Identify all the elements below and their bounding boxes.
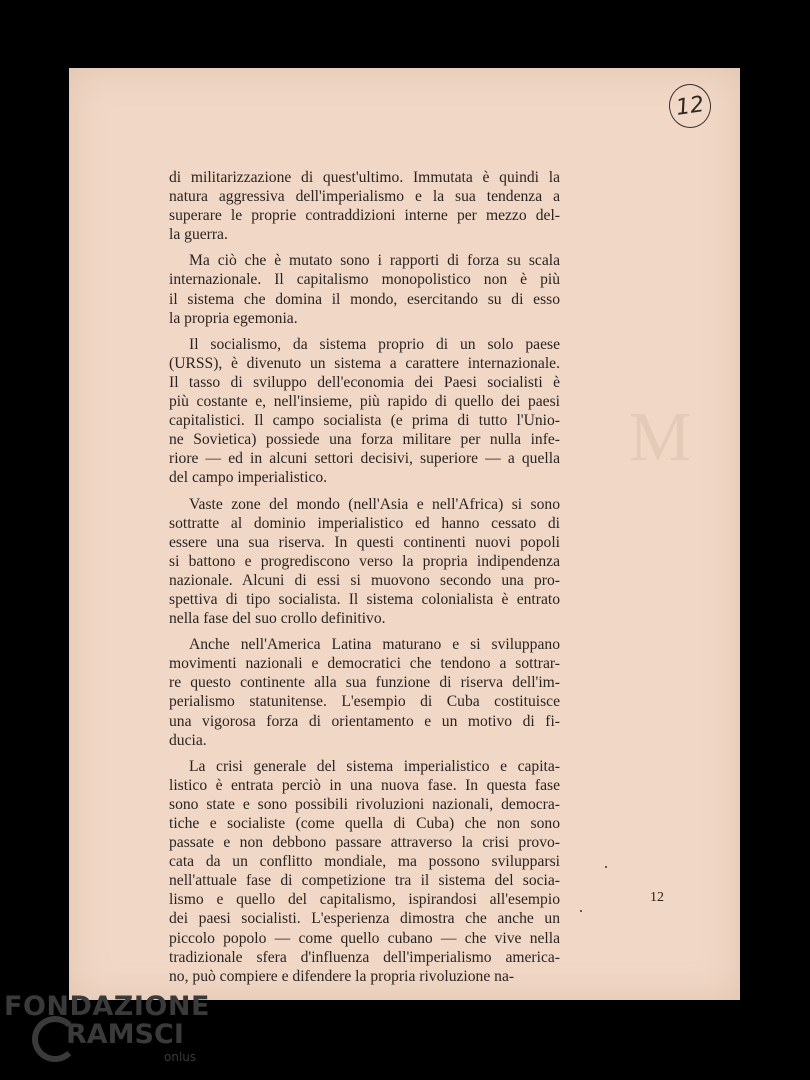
text-line: si battono e progrediscono verso la propria indipendenza xyxy=(169,552,560,570)
show-through-mark: M xyxy=(629,399,692,476)
text-line: lismo e quello del capitalismo, ispirandosi all'esempio xyxy=(169,891,560,909)
text-line: Ma ciò che è mutato sono i rapporti di forza su scala xyxy=(189,252,560,270)
text-line: nazionale. Alcuni di essi si muovono secondo una pro- xyxy=(169,571,560,589)
page-number: 12 xyxy=(650,890,664,905)
text-line: del campo imperialistico. xyxy=(169,469,328,487)
text-line: il sistema che domina il mondo, esercitando su di esso xyxy=(169,290,560,308)
watermark-line3: onlus xyxy=(164,1050,197,1064)
text-line: perialismo statunitense. L'esempio di Cuba costituisce xyxy=(169,693,560,711)
text-line: capitalistici. Il campo socialista (e prima di tutto l'Unio- xyxy=(169,412,560,430)
text-line: tiche e socialiste (come quella di Cuba) che non sono xyxy=(169,815,560,832)
text-line: ducia. xyxy=(169,731,207,749)
document-page xyxy=(69,68,740,1000)
text-line: nell'attuale fase di competizione tra il sistema del socia- xyxy=(169,872,560,890)
text-line: no, può compiere e difendere la propria rivoluzione na- xyxy=(169,967,515,985)
body-text xyxy=(169,168,560,993)
text-line: superare le proprie contraddizioni interne per mezzo del- xyxy=(169,207,560,225)
paragraph xyxy=(169,635,560,750)
text-line: passate e non debbono passare attraverso la crisi provo- xyxy=(169,834,560,852)
text-line: Anche nell'America Latina maturano e si sviluppano xyxy=(189,636,560,654)
text-line: Il tasso di sviluppo dell'economia dei Paesi socialisti è xyxy=(169,373,560,391)
text-line: sottratte al dominio imperialistico ed hanno cessato di xyxy=(169,514,560,532)
text-line: sono state e sono possibili rivoluzioni nazionali, democra- xyxy=(169,795,560,813)
paragraph xyxy=(169,168,560,244)
text-line: nella fase del suo crollo definitivo. xyxy=(169,610,386,628)
text-line: una vigorosa forza di orientamento e un motivo di fi- xyxy=(169,712,560,730)
watermark-line1: FONDAZIONE xyxy=(4,991,210,1022)
paragraph xyxy=(169,757,560,986)
text-line: internazionale. Il capitalismo monopolistico non è più xyxy=(169,271,560,289)
folio-number: 12 xyxy=(674,91,706,121)
text-line: la propria egemonia. xyxy=(169,309,298,327)
fondazione-gramsci-watermark xyxy=(4,991,210,1064)
ink-speck xyxy=(605,866,607,868)
text-line: essere una sua riserva. In questi continenti nuovi popoli xyxy=(169,533,560,551)
text-line: riore — ed in alcuni settori decisivi, superiore — a quella xyxy=(169,450,560,468)
text-line: Vaste zone del mondo (nell'Asia e nell'Africa) si sono xyxy=(189,495,560,513)
text-line: Il socialismo, da sistema proprio di un solo paese xyxy=(189,335,560,353)
text-line: di militarizzazione di quest'ultimo. Immutata è quindi la xyxy=(169,169,560,186)
text-line: spettiva di tipo socialista. Il sistema colonialista è entrato xyxy=(169,590,560,608)
text-line: piccolo popolo — come quello cubano — che vive nella xyxy=(169,929,560,947)
text-line: tradizionale sfera d'influenza dell'imperialismo america- xyxy=(169,948,560,966)
ink-speck xyxy=(580,910,582,912)
watermark-line2: RAMSCI xyxy=(66,1019,184,1050)
paragraph xyxy=(169,251,560,327)
text-line: natura aggressiva dell'imperialismo e la sua tendenza a xyxy=(169,188,560,206)
paragraph xyxy=(169,495,560,629)
text-line: re questo continente alla sua funzione di riserva dell'im- xyxy=(169,674,560,692)
text-line: la guerra. xyxy=(169,226,228,244)
text-line: dei paesi socialisti. L'esperienza dimostra che anche un xyxy=(169,910,560,928)
handwritten-folio-mark xyxy=(666,81,714,130)
text-line: più costante e, nell'insieme, più rapido di quello dei paesi xyxy=(169,393,560,411)
text-line: La crisi generale del sistema imperialistico e capita- xyxy=(189,757,560,775)
paragraph xyxy=(169,335,560,488)
text-line: ne Sovietica) possiede una forza militare per nulla infe- xyxy=(169,431,560,449)
text-line: cata da un conflitto mondiale, ma possono svilupparsi xyxy=(169,853,560,871)
text-line: (URSS), è divenuto un sistema a carattere internazionale. xyxy=(169,354,560,372)
text-line: movimenti nazionali e democratici che tendono a sottrar- xyxy=(169,655,560,673)
text-line: listico è entrata perciò in una nuova fase. In questa fase xyxy=(169,776,560,794)
